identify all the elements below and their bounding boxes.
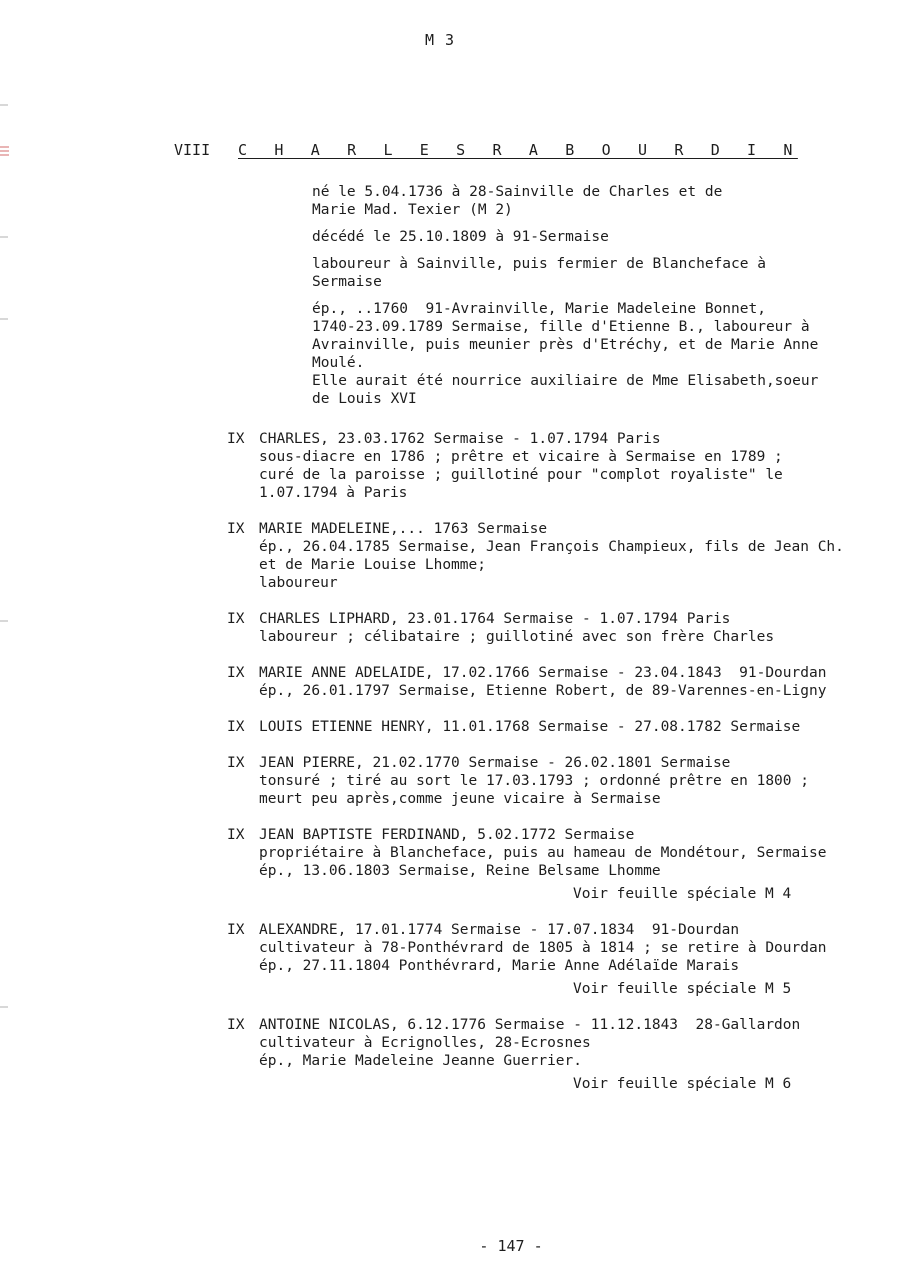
child-detail-line: ép., 27.11.1804 Ponthévrard, Marie Anne Adélaïde Marais <box>259 958 740 974</box>
birth-info: né le 5.04.1736 à 28-Sainville de Charles et de Marie Mad. Texier (M 2) <box>312 184 723 218</box>
child-entry <box>227 754 887 808</box>
child-entry <box>227 921 887 998</box>
page-number: - 147 - <box>479 1237 543 1255</box>
child-detail-line: meurt peu après,comme jeune vicaire à Sermaise <box>259 791 661 807</box>
child-details <box>259 921 887 998</box>
child-details <box>259 754 887 808</box>
child-detail-line: ép., 26.04.1785 Sermaise, Jean François Champieux, fils de Jean Ch. <box>259 539 844 555</box>
child-detail-line: laboureur <box>259 575 338 591</box>
child-name-dates: MARIE MADELEINE,... 1763 Sermaise <box>259 521 548 537</box>
generation-number: IX <box>227 755 245 771</box>
generation-number: IX <box>227 431 245 447</box>
child-name-dates: ALEXANDRE, 17.01.1774 Sermaise - 17.07.1834 91-Dourdan <box>259 922 740 938</box>
child-detail-line: propriétaire à Blancheface, puis au hameau de Mondétour, Sermaise <box>259 845 827 861</box>
child-entry <box>227 520 887 592</box>
child-detail-line: laboureur ; célibataire ; guillotiné avec son frère Charles <box>259 629 775 645</box>
child-details <box>259 718 887 736</box>
child-name-dates: ANTOINE NICOLAS, 6.12.1776 Sermaise - 11.12.1843 28-Gallardon <box>259 1017 801 1033</box>
generation-number: IX <box>227 922 245 938</box>
child-name-dates: CHARLES LIPHARD, 23.01.1764 Sermaise - 1.07.1794 Paris <box>259 611 731 627</box>
generation-number: IX <box>227 719 245 735</box>
head-details <box>312 183 872 417</box>
head-name: C H A R L E S R A B O U R D I N <box>238 141 798 159</box>
child-name-dates: LOUIS ETIENNE HENRY, 11.01.1768 Sermaise - 27.08.1782 Sermaise <box>259 719 801 735</box>
child-detail-line: tonsuré ; tiré au sort le 17.03.1793 ; ordonné prêtre en 1800 ; <box>259 773 809 789</box>
child-name-dates: JEAN BAPTISTE FERDINAND, 5.02.1772 Sermaise <box>259 827 635 843</box>
child-details <box>259 664 887 700</box>
child-details <box>259 1016 887 1093</box>
death-info: décédé le 25.10.1809 à 91-Sermaise <box>312 229 609 245</box>
marriage-info: ép., ..1760 91-Avrainville, Marie Madeleine Bonnet, 1740-23.09.1789 Sermaise, fille d'Etienne B., laboureur à Avrainville, puis meunier près d'Etréchy, et de Marie Anne Moulé. Elle aurait été nourrice auxiliaire de Mme Elisabeth,soeur de Louis XVI <box>312 301 819 407</box>
generation-number: IX <box>227 521 245 537</box>
occupation-info: laboureur à Sainville, puis fermier de Blancheface à Sermaise <box>312 256 766 290</box>
child-details <box>259 610 887 646</box>
generation-number: IX <box>227 611 245 627</box>
child-detail-line: sous-diacre en 1786 ; prêtre et vicaire à Sermaise en 1789 ; <box>259 449 783 465</box>
generation-number: IX <box>227 827 245 843</box>
see-special-sheet-reference: Voir feuille spéciale M 6 <box>573 1076 792 1092</box>
child-entry <box>227 718 887 736</box>
child-entry <box>227 610 887 646</box>
children-list <box>227 430 887 1111</box>
child-detail-line: ép., Marie Madeleine Jeanne Guerrier. <box>259 1053 583 1069</box>
child-details <box>259 520 887 592</box>
page-reference: M 3 <box>424 31 456 49</box>
child-details <box>259 826 887 903</box>
child-detail-line: cultivateur à 78-Ponthévrard de 1805 à 1814 ; se retire à Dourdan <box>259 940 827 956</box>
child-detail-line: 1.07.1794 à Paris <box>259 485 408 501</box>
scan-edge-mark <box>0 1006 8 1008</box>
scan-edge-mark <box>0 104 8 106</box>
child-detail-line: ép., 26.01.1797 Sermaise, Etienne Robert, de 89-Varennes-en-Ligny <box>259 683 827 699</box>
child-entry <box>227 1016 887 1093</box>
child-entry <box>227 664 887 700</box>
child-detail-line: et de Marie Louise Lhomme; <box>259 557 486 573</box>
child-name-dates: CHARLES, 23.03.1762 Sermaise - 1.07.1794 Paris <box>259 431 661 447</box>
generation-number: IX <box>227 665 245 681</box>
scan-edge-mark <box>0 318 8 320</box>
child-entry <box>227 430 887 502</box>
child-detail-line: ép., 13.06.1803 Sermaise, Reine Belsame Lhomme <box>259 863 661 879</box>
scan-edge-mark <box>0 146 9 158</box>
scan-edge-mark <box>0 620 8 622</box>
child-detail-line: cultivateur à Ecrignolles, 28-Ecrosnes <box>259 1035 591 1051</box>
scan-edge-mark <box>0 236 8 238</box>
child-detail-line: curé de la paroisse ; guillotiné pour "complot royaliste" le <box>259 467 783 483</box>
generation-number: VIII <box>174 141 211 159</box>
see-special-sheet-reference: Voir feuille spéciale M 4 <box>573 886 792 902</box>
see-special-sheet-reference: Voir feuille spéciale M 5 <box>573 981 792 997</box>
child-entry <box>227 826 887 903</box>
generation-number: IX <box>227 1017 245 1033</box>
head-of-family-heading <box>174 141 798 159</box>
child-name-dates: JEAN PIERRE, 21.02.1770 Sermaise - 26.02.1801 Sermaise <box>259 755 731 771</box>
child-name-dates: MARIE ANNE ADELAIDE, 17.02.1766 Sermaise - 23.04.1843 91-Dourdan <box>259 665 827 681</box>
child-details <box>259 430 887 502</box>
